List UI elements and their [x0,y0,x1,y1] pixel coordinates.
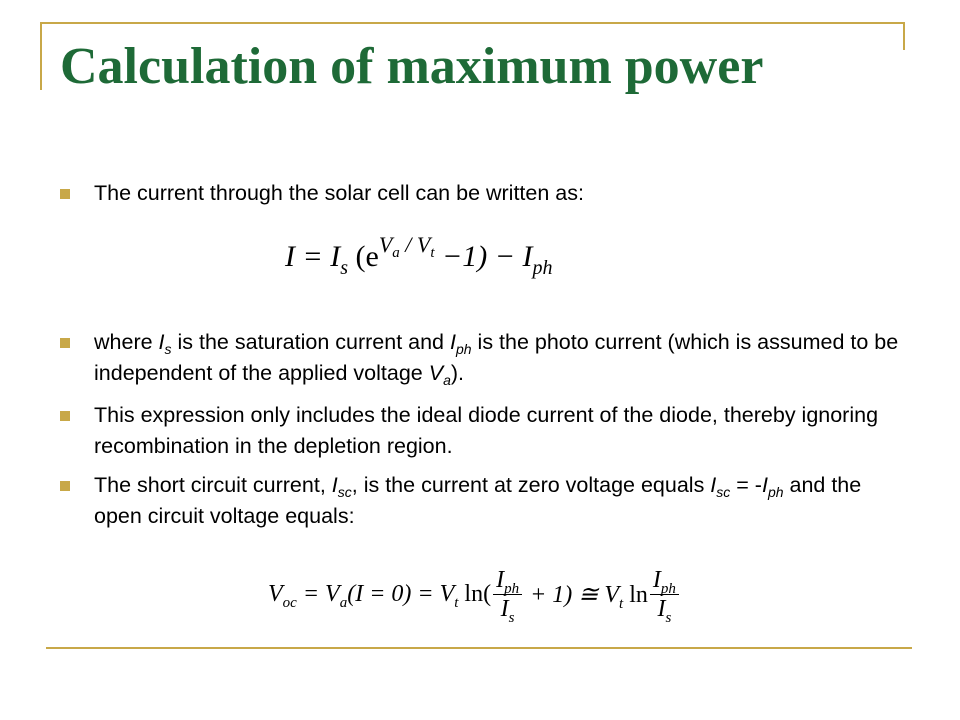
eq1-exp-v: V [378,232,393,257]
top-right-border-tick [903,22,905,50]
eq2-fraction-1: $\frac{I_{ph}}{I_s}$ [493,566,522,623]
eq1-open: (e [348,240,379,273]
open-circuit-voltage-equation: $V_{oc} = V_a(I = 0) = V_t$ ln( $\frac{I_{ph}}{I_s}$ + 1) ≅ $V_t$ ln $\frac{I_{ph}}{I_s}$ [268,566,681,623]
top-border-line [40,22,904,24]
bullet-text: where $I_s$ is the saturation current and $I_{ph}$ is the photo current (which is assumed to be independent of the applied voltage $V_a$). [94,330,899,388]
bullet-text: The short circuit current, $I_{sc}$, is the current at zero voltage equals $I_{sc} = -I_{ph}$ and the open circuit voltage equals: [94,473,862,528]
bullet-item-3 [60,400,910,462]
bullet-text: The current through the solar cell can be written as: [94,181,584,205]
bullet-marker [60,338,70,348]
bullet-marker [60,411,70,421]
left-border-line [40,22,42,90]
bullet-marker [60,481,70,491]
bullet-marker [60,189,70,199]
slide-title: Calculation of maximum power [60,38,764,95]
eq1-lhs: I = I [285,240,341,273]
bullet-item-4 [60,470,910,532]
eq1-exp-t: t [430,245,435,261]
bullet-item-2 [60,327,910,389]
eq1-is-sub: s [340,257,349,279]
bullet-text: This expression only includes the ideal diode current of the diode, thereby ignoring recombination in the depletion region. [94,403,879,458]
eq1-close: −1) − I [434,240,533,273]
bottom-border-line [46,647,912,649]
eq1-exp-slash: / V [399,232,431,257]
eq1-exp-a: a [392,245,400,261]
bullet-item-1 [60,178,910,209]
eq2-fraction-2: $\frac{I_{ph}}{I_s}$ [650,566,679,623]
current-equation [285,232,553,279]
eq1-ph-sub: ph [532,257,553,279]
eq1-exponent [378,232,435,261]
